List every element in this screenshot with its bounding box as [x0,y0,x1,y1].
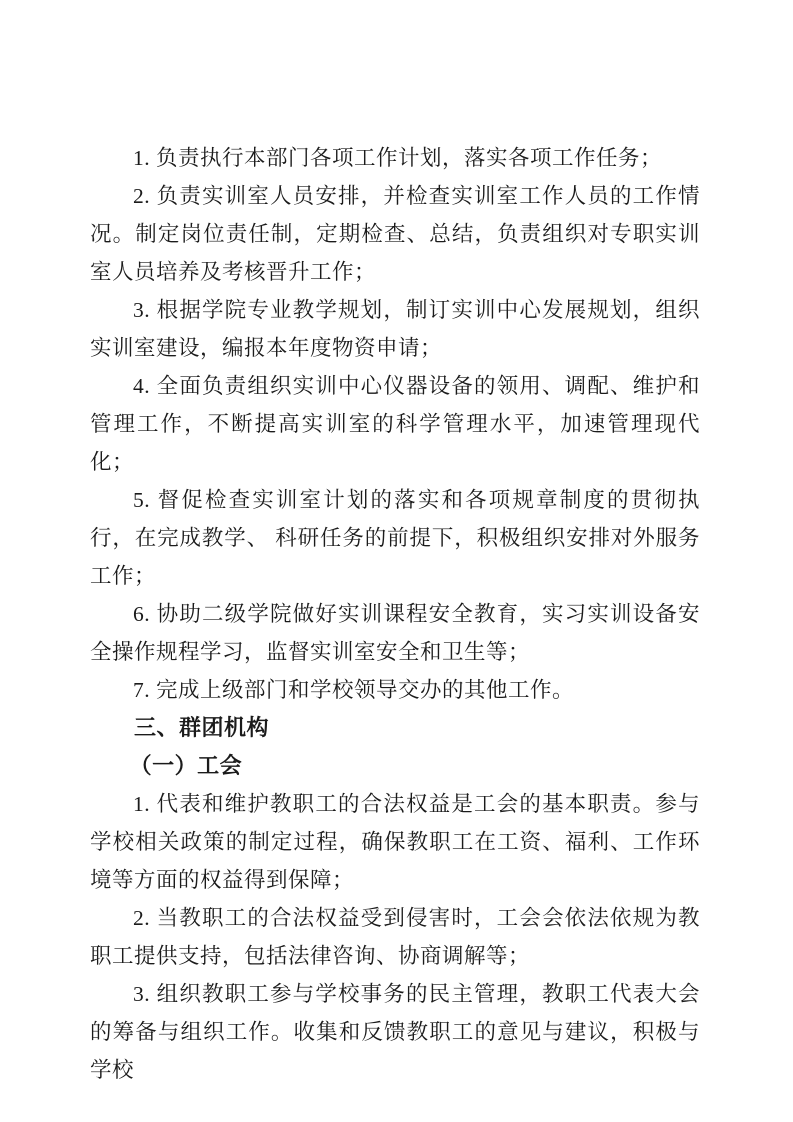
document-text-block [90,139,700,1089]
union-item-1: 1. 代表和维护教职工的合法权益是工会的基本职责。参与学校相关政策的制定过程，确保教职工在工资、福利、工作环境等方面的权益得到保障； [90,792,700,892]
union-item-2: 2. 当教职工的合法权益受到侵害时，工会会依法依规为教职工提供支持，包括法律咨询、协商调解等； [90,906,700,968]
duty-item-6: 6. 协助二级学院做好实训课程安全教育，实习实训设备安全操作规程学习，监督实训室安全和卫生等； [90,602,700,664]
duty-item-7: 7. 完成上级部门和学校领导交办的其他工作。 [133,678,575,702]
duty-item-1: 1. 负责执行本部门各项工作计划，落实各项工作任务； [133,146,663,170]
union-item-3: 3. 组织教职工参与学校事务的民主管理，教职工代表大会的筹备与组织工作。收集和反馈教职工的意见与建议，积极与学校 [90,982,700,1082]
duty-item-5: 5. 督促检查实训室计划的落实和各项规章制度的贯彻执行，在完成教学、 科研任务的前提下，积极组织安排对外服务工作； [90,488,700,588]
duty-item-2: 2. 负责实训室人员安排，并检查实训室工作人员的工作情况。制定岗位责任制，定期检查、总结，负责组织对专职实训室人员培养及考核晋升工作； [90,184,700,284]
duty-item-3: 3. 根据学院专业教学规划，制订实训中心发展规划，组织实训室建设，编报本年度物资申请； [90,298,700,360]
subsection-heading-labor-union: （一）工会 [129,753,243,778]
section-heading-mass-organizations: 三、群团机构 [134,715,270,740]
duty-item-4: 4. 全面负责组织实训中心仪器设备的领用、调配、维护和管理工作，不断提高实训室的科学管理水平，加速管理现代化； [90,374,700,474]
